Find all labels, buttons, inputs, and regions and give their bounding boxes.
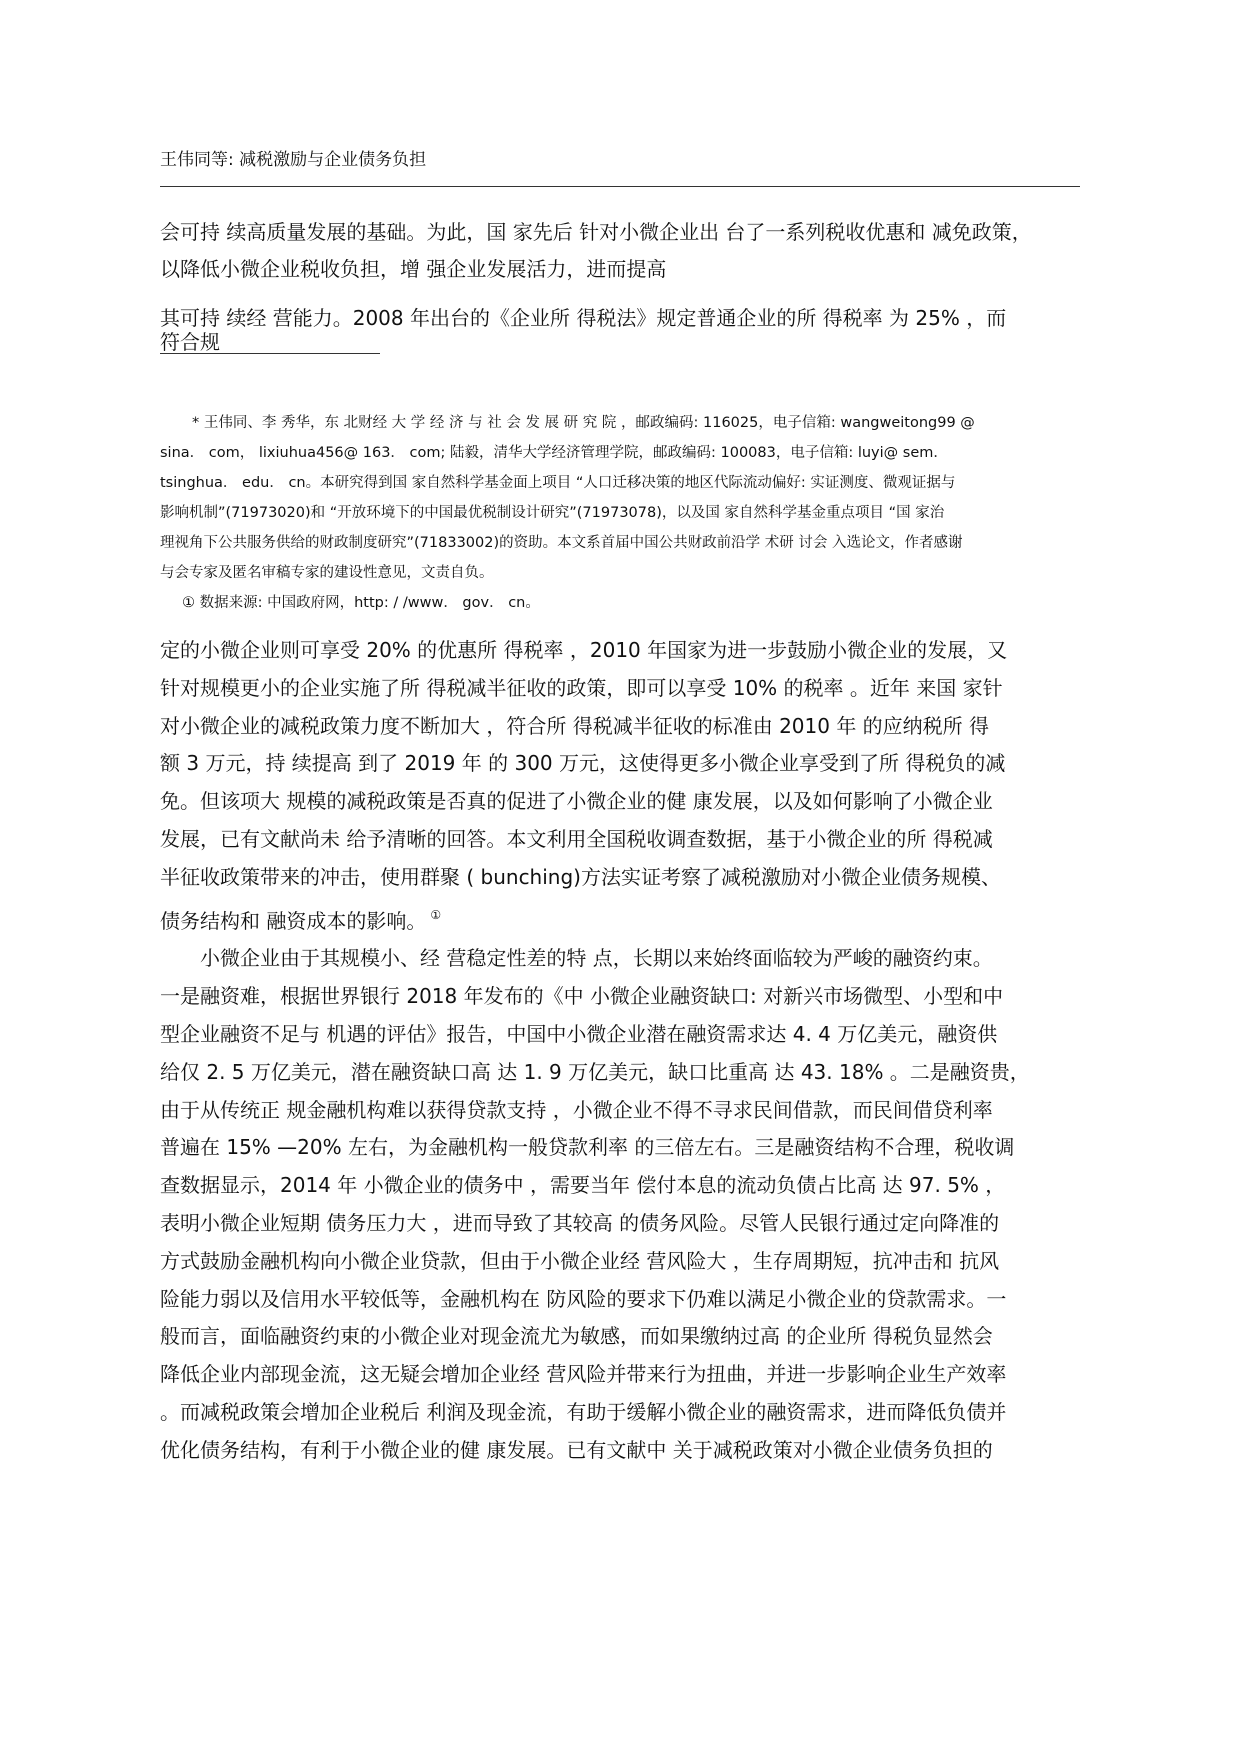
text-line: 定的小微企业则可享受 20% 的优惠所 得税率 ，2010 年国家为进一步鼓励小微企业的发展，又 [160,638,1008,662]
body-text [160,632,1090,1470]
text-line: 其可持 续经 营能力。2008 年出台的《企业所 得税法》规定普通企业的所 得税率 为 25% ，而 [160,306,1007,330]
footnote-line: * 王伟同、李 秀华，东 北财经 大 学 经 济 与 社 会 发 展 研 究 院 ，邮政编码: 116025，电子信箱: wangweitong99 @ [192,415,975,431]
footnote-line: sina． com， lixiuhua456@ 163． com; 陆毅，清华大学经济管理学院，邮政编码: 100083，电子信箱: luyi@ sem． [160,445,948,461]
footnote-line: 与会专家及匿名审稿专家的建设性意见，文责自负。 [160,565,494,581]
footnote-line: 影响机制”(71973020)和 “开放环境下的中国最优税制设计研究”(71973078)，以及国 家自然科学基金重点项目 “国 家治 [160,505,945,521]
text-line: 方式鼓励金融机构向小微企业贷款，但由于小微企业经 营风险大 ，生存周期短，抗冲击和 抗风 [160,1248,1000,1273]
header-rule [160,186,1080,187]
text-line: 表明小微企业短期 债务压力大 ，进而导致了其较高 的债务风险。尽管人民银行通过定向降准的 [160,1210,1000,1235]
footnotes [160,408,1090,618]
text-line: 查数据显示，2014 年 小微企业的债务中 ，需要当年 偿付本息的流动负债占比高 达 97. 5% ， [160,1173,1006,1198]
text-line: 以降低小微企业税收负担，增 强企业发展活力，进而提高 [160,257,667,281]
text-line: 优化债务结构，有利于小微企业的健 康发展。已有文献中 关于减税政策对小微企业债务负担的 [160,1437,993,1462]
text-line: 普遍在 15% —20% 左右，为金融机构一般贷款利率 的三倍左右。三是融资结构不合理，税收调 [160,1135,1015,1160]
continued-paragraph [160,213,1090,353]
text-line: 由于从传统正 规金融机构难以获得贷款支持 ，小微企业不得不寻求民间借款，而民间借贷利率 [160,1097,993,1122]
footnote-line: tsinghua． edu． cn。本研究得到国 家自然科学基金面上项目 “人口迁移决策的地区代际流动偏好: 实证测度、微观证据与 [160,475,956,491]
text-line: 额 3 万元，持 续提高 到了 2019 年 的 300 万元，这使得更多小微企业享受到了所 得税负的减 [160,751,1006,776]
text-line [160,897,1090,941]
text-line: 一是融资难，根据世界银行 2018 年发布的《中 小微企业融资缺口: 对新兴市场微型、小型和中 [160,984,1004,1009]
running-header: 王伟同等: 减税激励与企业债务负担 [160,150,427,170]
text-line: 免。但该项大 规模的减税政策是否真的促进了小微企业的健 康发展，以及如何影响了小微企业 [160,789,993,814]
footnote-line: ① 数据来源: 中国政府网，http: / /www． gov． cn。 [182,595,540,611]
text-line: 符合规 [160,330,220,354]
text-line: 型企业融资不足与 机遇的评估》报告，中国中小微企业潜在融资需求达 4. 4 万亿美元，融资供 [160,1021,998,1046]
paragraph-first-line: 小微企业由于其规模小、经 营稳定性差的特 点，长期以来始终面临较为严峻的融资约束。 [200,946,993,971]
text-line: 。而减税政策会增加企业税后 利润及现金流，有助于缓解小微企业的融资需求，进而降低负债并 [160,1399,1007,1424]
text-line: 对小微企业的减税政策力度不断加大 ，符合所 得税减半征收的标准由 2010 年 的应纳税所 得 [160,713,990,738]
text-line: 会可持 续高质量发展的基础。为此，国 家先后 针对小微企业出 台了一系列税收优惠和 减免政策， [160,220,1032,244]
footnote-rule [160,353,380,354]
text-line: 给仅 2. 5 万亿美元，潜在融资缺口高 达 1. 9 万亿美元，缺口比重高 达 43. 18% 。二是融资贵， [160,1059,1030,1084]
text-line-content: 债务结构和 融资成本的影响。 [160,908,427,933]
text-line: 针对规模更小的企业实施了所 得税减半征收的政策，即可以享受 10% 的税率 。近年 来国 家针 [160,675,1003,700]
text-line: 般而言，面临融资约束的小微企业对现金流尤为敏感，而如果缴纳过高 的企业所 得税负显然会 [160,1324,993,1349]
text-line: 发展，已有文献尚未 给予清晰的回答。本文利用全国税收调查数据，基于小微企业的所 得税减 [160,826,993,851]
text-line: 险能力弱以及信用水平较低等，金融机构在 防风险的要求下仍难以满足小微企业的贷款需求。一 [160,1286,1007,1311]
text-line: 降低企业内部现金流，这无疑会增加企业经 营风险并带来行为扭曲，并进一步影响企业生产效率 [160,1362,1007,1387]
text-line: 半征收政策带来的冲击，使用群聚 ( bunching)方法实证考察了减税激励对小微企业债务规模、 [160,864,1001,889]
footnote-line: 理视角下公共服务供给的财政制度研究”(71833002)的资助。本文系首届中国公共财政前沿学 术研 讨会 入选论文，作者感谢 [160,535,963,551]
footnote-marker: ① [430,907,442,922]
